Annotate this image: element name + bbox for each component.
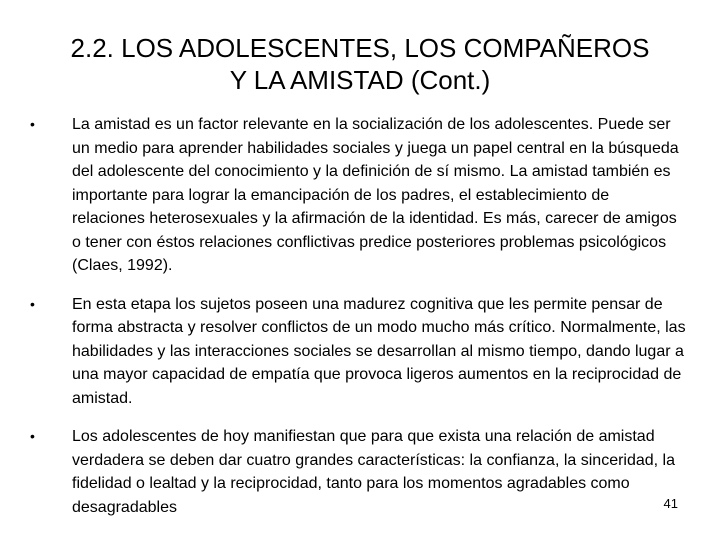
bullet-text: La amistad es un factor relevante en la socialización de los adolescentes. Puede ser un medio para aprender habilidades sociales y juega un papel central en la búsqueda del adolescente del conocimiento y la definición de sí mismo. La amistad también es importante para lograr la emancipación de los padres, el establecimiento de relaciones heterosexuales y la afirmación de la identidad. Es más, carecer de amigos o tener con éstos relaciones conflictivas predice posteriores problemas psicológicos (Claes, 1992). — [72, 116, 679, 274]
bullet-dot-icon: • — [30, 295, 35, 312]
slide-title-line-1: 2.2. LOS ADOLESCENTES, LOS COMPAÑEROS — [70, 33, 650, 63]
bullet-dot-icon: • — [30, 116, 35, 132]
slide-title-line-2: Y LA AMISTAD (Cont.) — [229, 65, 491, 95]
bullet-item-friendship-factor — [26, 113, 686, 278]
bullet-text: Los adolescentes de hoy manifiestan que para que exista una relación de amistad verdadera se deben dar cuatro grandes características: la confianza, la sinceridad, la fidelidad o lealtad y la reciprocidad, tanto para los momentos agradables como desagradables — [72, 428, 676, 516]
bullet-dot-icon: • — [30, 428, 35, 444]
bullet-item-cognitive-maturity — [26, 293, 686, 411]
bullet-item-friendship-characteristics — [26, 425, 686, 519]
bullet-list — [26, 113, 686, 534]
slide-title — [20, 32, 700, 96]
page-number: 41 — [663, 496, 678, 511]
bullet-text: En esta etapa los sujetos poseen una madurez cognitiva que les permite pensar de forma abstracta y resolver conflictos de un modo mucho más crítico. Normalmente, las habilidades y las interacciones sociales se desarrollan al mismo tiempo, dando lugar a una mayor capacidad de empatía que provoca ligeros aumentos en la reciprocidad de amistad. — [72, 295, 686, 407]
